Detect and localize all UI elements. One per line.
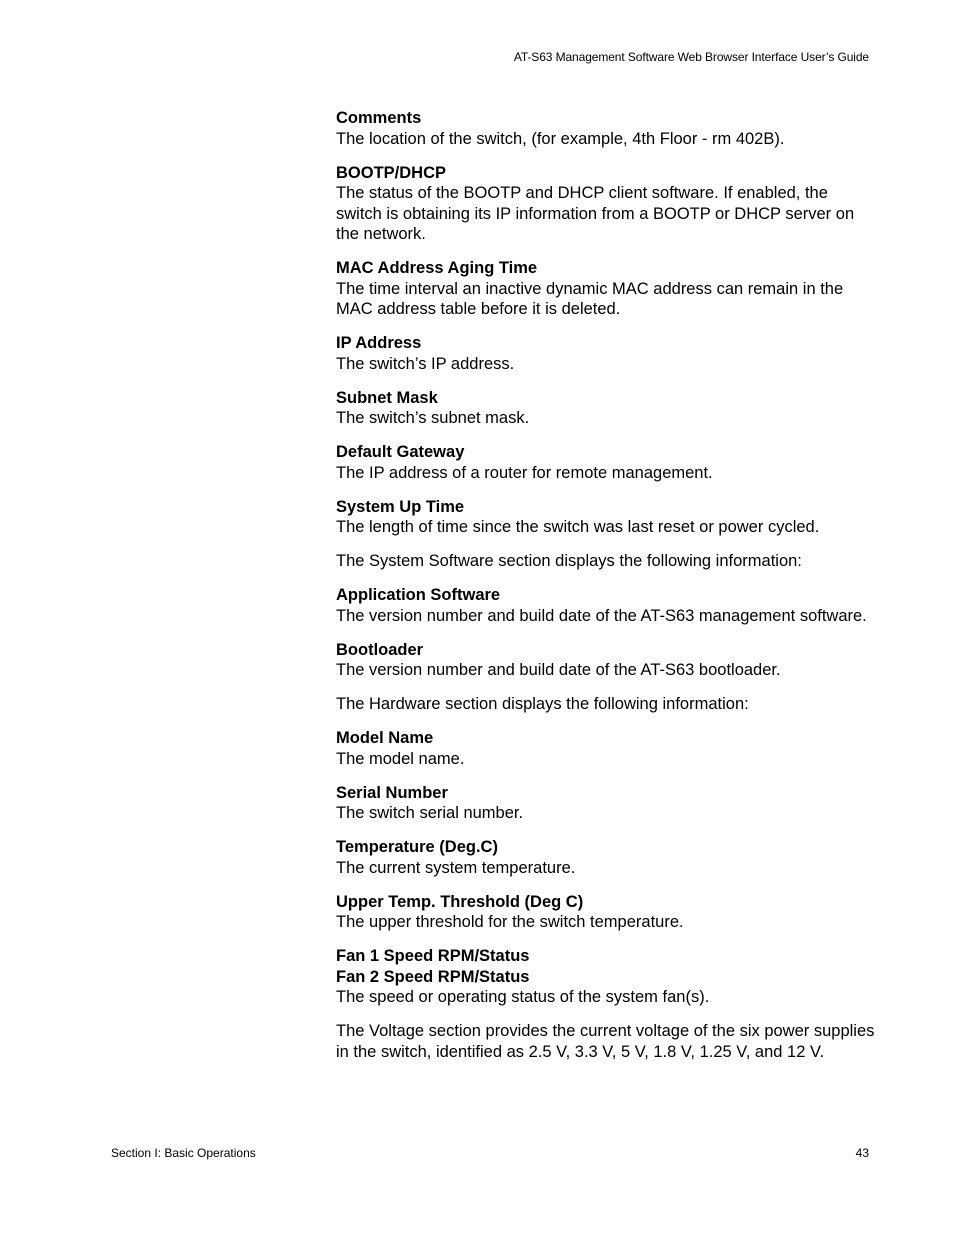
definition-term: System Up Time [336, 497, 465, 516]
footer-section-label: Section I: Basic Operations [111, 1146, 256, 1160]
definition-description: The switch’s subnet mask. [336, 409, 530, 427]
definition-term: MAC Address Aging Time [336, 259, 538, 277]
definition-description: The speed or operating status of the system fan(s). [336, 988, 710, 1006]
definition-term: IP Address [336, 334, 422, 352]
page-number: 43 [855, 1146, 869, 1160]
definition-description: The version number and build date of the AT-S63 bootloader. [336, 661, 781, 679]
definition-entry [336, 946, 876, 1008]
definition-entry [336, 388, 876, 429]
definition-entry [336, 640, 876, 681]
definition-term: BOOTP/DHCP [336, 163, 447, 182]
definition-term: Application Software [336, 586, 501, 604]
definition-entry [336, 585, 876, 626]
definition-term: Serial Number [336, 783, 448, 802]
definition-description: The current system temperature. [336, 858, 576, 877]
definition-term: Model Name [336, 729, 434, 747]
definition-description: The switch serial number. [336, 804, 524, 822]
definition-description: The model name. [336, 749, 465, 768]
definition-description: The status of the BOOTP and DHCP client software. If enabled, the switch is obtaining its IP information from a BOOTP or DHCP server on the network. [336, 184, 855, 243]
definition-entry [336, 728, 876, 769]
definition-entry [336, 837, 876, 878]
definition-entry [336, 163, 876, 245]
definition-term: Upper Temp. Threshold (Deg C) [336, 892, 584, 911]
body-paragraph: The Hardware section displays the following information: [336, 695, 749, 713]
definition-entry [336, 783, 876, 824]
definition-entry [336, 892, 876, 933]
definition-term: Comments [336, 109, 422, 127]
running-header: AT-S63 Management Software Web Browser Interface User’s Guide [513, 50, 869, 64]
definition-term: Fan 2 Speed RPM/Status [336, 967, 530, 986]
document-body [336, 108, 876, 1076]
definition-description: The length of time since the switch was last reset or power cycled. [336, 518, 820, 536]
definition-term: Subnet Mask [336, 388, 438, 407]
definition-entry [336, 333, 876, 374]
definition-description: The time interval an inactive dynamic MAC address can remain in the MAC address table before it is deleted. [336, 279, 844, 318]
definition-term: Bootloader [336, 640, 424, 659]
definition-description: The switch’s IP address. [336, 354, 515, 373]
definition-description: The location of the switch, (for example, 4th Floor - rm 402B). [336, 129, 785, 148]
body-paragraph: The Voltage section provides the current voltage of the six power supplies in the switch, identified as 2.5 V, 3.3 V, 5 V, 1.8 V, 1.25 V, and 12 V. [336, 1022, 875, 1061]
definition-entry [336, 442, 876, 483]
definition-entry [336, 497, 876, 538]
definition-description: The upper threshold for the switch temperature. [336, 913, 684, 931]
body-paragraph: The System Software section displays the following information: [336, 552, 802, 570]
definition-entry [336, 108, 876, 149]
definition-term: Default Gateway [336, 443, 465, 461]
definition-description: The version number and build date of the AT-S63 management software. [336, 606, 867, 625]
definition-entry [336, 258, 876, 320]
definition-term: Fan 1 Speed RPM/Status [336, 947, 530, 965]
definition-term: Temperature (Deg.C) [336, 838, 498, 856]
definition-description: The IP address of a router for remote management. [336, 463, 713, 482]
